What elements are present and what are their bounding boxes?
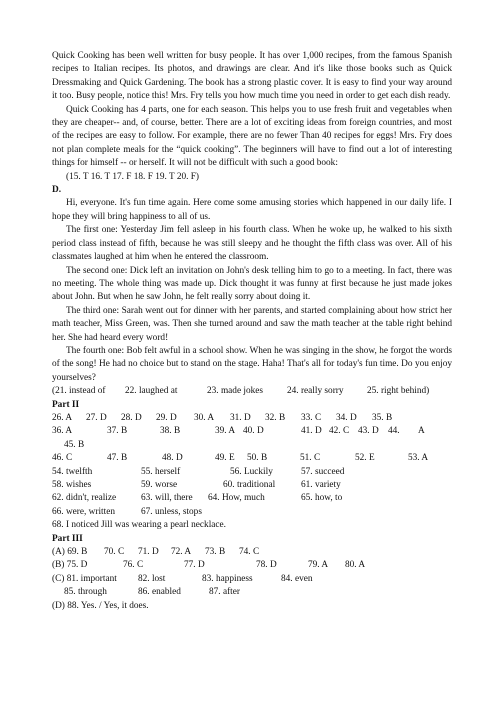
- answer-item: 36. A: [52, 426, 73, 437]
- answer-item: 77. D: [184, 560, 205, 571]
- answer-item: 62. didn't, realize: [52, 493, 117, 504]
- answer-item: 32. B: [265, 412, 286, 423]
- answer-item: (C) 81. important: [52, 573, 117, 584]
- part-3-heading: Part III: [52, 533, 83, 544]
- answer-item: 42. C: [329, 426, 350, 437]
- answer-item: 39. A: [215, 426, 236, 437]
- passage-c-answers: (15. T 16. T 17. F 18. F 19. T 20. F): [66, 171, 200, 182]
- part-3-row-c-continued: [52, 586, 452, 599]
- passage-d-paragraph-2: The first one: Yesterday Jim fell asleep in his fourth class. When he woke up, he walked to his sixth period class instead of fifth, because he was still sleepy and he thought the fifth class was over. All of his classmates laughed at him when he entered the classroom.: [52, 225, 452, 263]
- answer-item: 35. B: [372, 412, 393, 423]
- answer-item: 73. B: [205, 547, 226, 558]
- answer-item: 25. right behind): [367, 386, 430, 397]
- answer-item: 56. Luckily: [230, 466, 273, 477]
- answer-item: 24. really sorry: [287, 386, 344, 397]
- answer-item: 83. happiness: [202, 573, 253, 584]
- passage-d-paragraph-3: The second one: Dick left an invitation on John's desk telling him to go to a meeting. In fact, there was no meeting. The whole thing was made up. Dick thought it was funny at first because he just made jokes about John. But when he saw John, he felt really sorry about doing it.: [52, 265, 452, 303]
- passage-c-paragraph-2: Quick Cooking has 4 parts, one for each season. This helps you to use fresh fruit and vegetables when they are cheaper-- and, of course, better. There are a lot of exciting ideas from foreign countries, and most of the recipes are easy to follow. For example, there are no fewer Than 40 recipes for eggs! Mrs. Fry does not plan complete meals for the “quick cooking”. The beginners will have to find out a lot of interesting things for himself -- or herself. It will not be difficult with such a good book:: [52, 104, 452, 169]
- passage-d-paragraph-1: Hi, everyone. It's fun time again. Here come some amusing stories which happened in our daily life. I hope they will bring happiness to all of us.: [52, 198, 452, 222]
- answer-item: 65. how, to: [301, 493, 343, 504]
- answer-item: 48. D: [162, 453, 183, 464]
- part-2-choice-row-1: [52, 412, 452, 425]
- answer-item: 43. D: [358, 426, 379, 437]
- answer-item: 29. D: [156, 412, 177, 423]
- answer-item: 55. herself: [141, 466, 181, 477]
- part-3-row-b: [52, 559, 452, 572]
- part-2-fill-row-1: [52, 466, 452, 479]
- answer-item: 67. unless, stops: [141, 506, 202, 517]
- answer-item: 76. C: [123, 560, 144, 571]
- answer-item: A: [418, 426, 425, 437]
- answer-item: 79. A: [308, 560, 329, 571]
- answer-item: 72. A: [171, 547, 192, 558]
- answer-item: 84. even: [281, 573, 313, 584]
- answer-item: 33. C: [301, 412, 322, 423]
- answer-item: 38. B: [160, 426, 181, 437]
- answer-document: [52, 50, 452, 613]
- answer-item: 70. C: [104, 547, 125, 558]
- answer-item: 64. How, much: [208, 493, 265, 504]
- answer-item: 30. A: [194, 412, 215, 423]
- answer-item: 78. D: [256, 560, 277, 571]
- part-2-fill-row-3: [52, 492, 452, 505]
- answer-item: 41. D: [301, 426, 322, 437]
- answer-item: 82. lost: [138, 573, 166, 584]
- answer-item: (B) 75. D: [52, 560, 88, 571]
- answer-item: 71. D: [138, 547, 159, 558]
- answer-item: 37. B: [107, 426, 128, 437]
- answer-item: 61. variety: [301, 480, 341, 490]
- passage-c-paragraph-1: Quick Cooking has been well written for busy people. It has over 1,000 recipes, from the famous Spanish recipes to Italian recipes. Its photos, and drawings are clear. And it's like those books such as Quick Dressmaking and Quick Gardening. The book has a strong plastic cover. It is easy to find your way around it too. Busy people, notice this! Mrs. Fry tells you how much time you need in order to get each dish ready.: [52, 51, 452, 102]
- passage-d-answers: [52, 385, 452, 398]
- answer-item: 23. made jokes: [207, 386, 264, 397]
- answer-item: 57. succeed: [301, 466, 345, 477]
- answer-item: 26. A: [52, 412, 73, 423]
- answer-item: 74. C: [239, 547, 260, 558]
- part-3-row-a: [52, 546, 452, 559]
- answer-item: 58. wishes: [52, 480, 92, 490]
- answer-item: 85. through: [64, 587, 107, 598]
- answer-item: 47. B: [107, 453, 128, 464]
- answer-item: 59. worse: [141, 480, 178, 490]
- part-2-choice-row-3: [52, 452, 452, 465]
- answer-item: 44.: [388, 426, 400, 437]
- answer-item: 54. twelfth: [52, 466, 93, 477]
- answer-item: 63. will, there: [141, 493, 193, 504]
- answer-item: 49. E: [215, 453, 235, 464]
- answer-item: 27. D: [86, 412, 107, 423]
- passage-d-paragraph-5: The fourth one: Bob felt awful in a school show. When he was singing in the show, he forgot the words of the song! He had no choice but to stand on the stage. Haha! That's all for today's fun time. Do you enjoy yourselves?: [52, 345, 452, 383]
- answer-item: 31. D: [230, 412, 251, 423]
- answer-item: 53. A: [408, 453, 429, 464]
- part-3-row-c: [52, 573, 452, 586]
- answer-item: 87. after: [209, 587, 240, 598]
- part-2-choice-row-2: [52, 425, 452, 438]
- part-2-heading: Part II: [52, 399, 80, 410]
- answer-item: 34. D: [336, 412, 357, 423]
- part-2-fill-row-4: [52, 506, 452, 519]
- answer-item: 45. B: [64, 439, 85, 450]
- answer-sentence: 68. I noticed Jill was wearing a pearl necklace.: [52, 520, 226, 531]
- answer-item: 52. E: [355, 453, 375, 464]
- answer-item: 86. enabled: [138, 587, 181, 598]
- answer-item: 40. D: [243, 426, 264, 437]
- answer-item: 22. laughed at: [125, 386, 178, 397]
- answer-item: 28. D: [121, 412, 142, 423]
- answer-item: 51. C: [300, 453, 321, 464]
- answer-item: 60. traditional: [223, 480, 276, 490]
- part-3-row-d: (D) 88. Yes. / Yes, it does.: [52, 600, 149, 611]
- passage-d-paragraph-4: The third one: Sarah went out for dinner with her parents, and started complaining about how strict her math teacher, Miss Green, was. Then she turned around and saw the math teacher at the table right behind her. She had heard every word!: [52, 305, 452, 343]
- answer-item: 46. C: [52, 453, 73, 464]
- answer-item: (21. instead of: [52, 386, 106, 397]
- answer-item: 50. B: [247, 453, 268, 464]
- answer-item: 80. A: [345, 560, 366, 571]
- part-2-fill-row-2: [52, 479, 452, 492]
- section-heading-d: D.: [52, 185, 62, 196]
- answer-item: 66. were, written: [52, 506, 115, 517]
- answer-item: (A) 69. B: [52, 547, 88, 558]
